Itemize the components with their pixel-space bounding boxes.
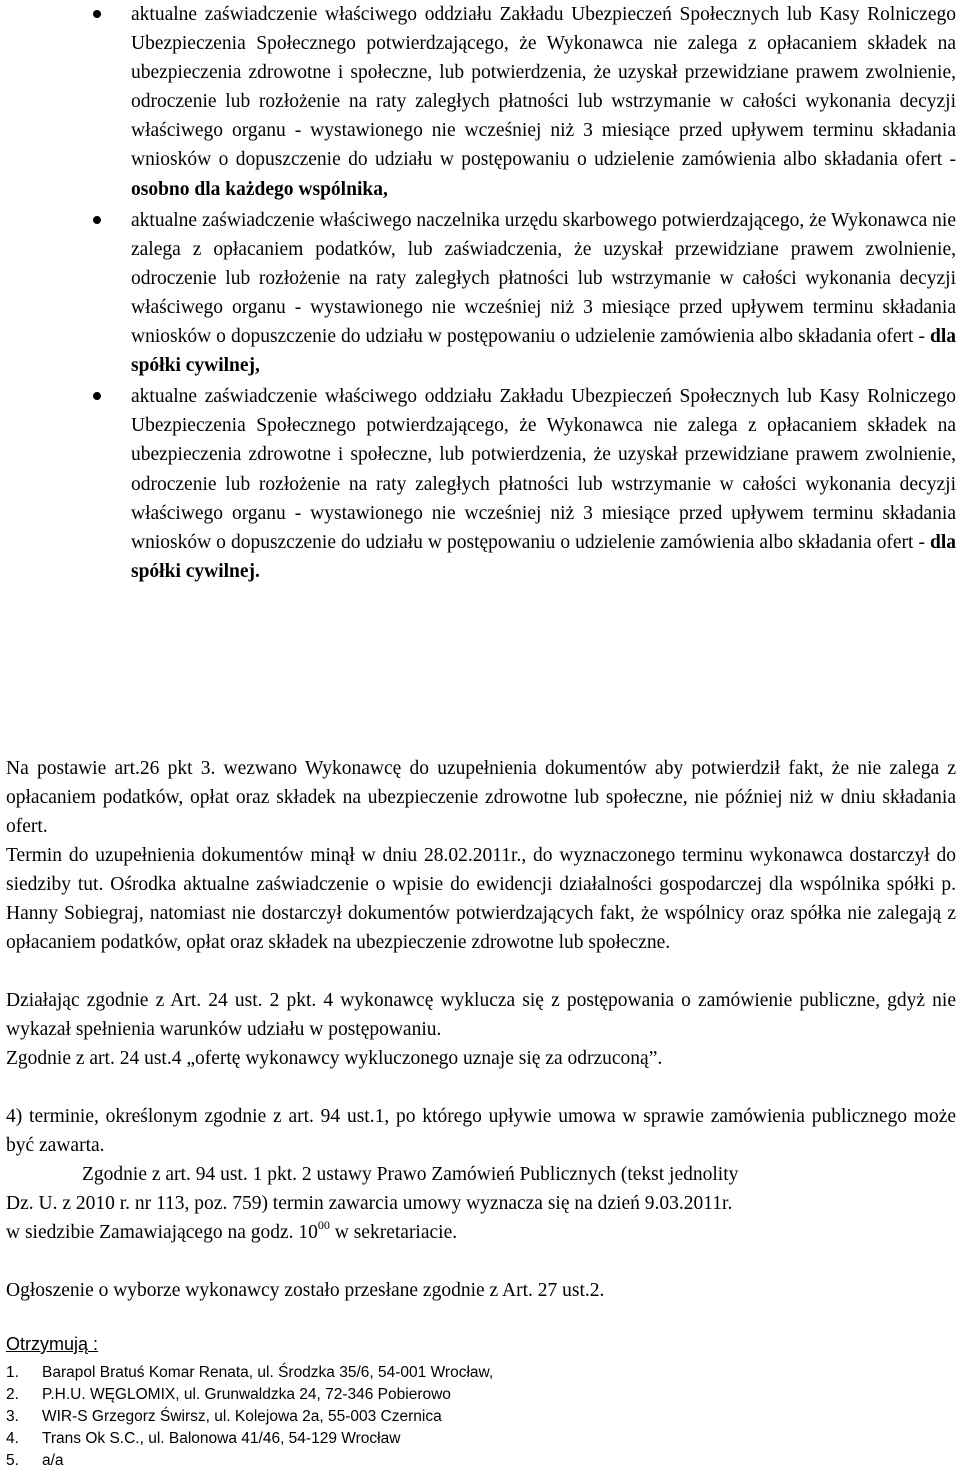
paragraph-announcement: Ogłoszenie o wyborze wykonawcy zostało przesłane zgodnie z Art. 27 ust.2. xyxy=(6,1280,605,1301)
list-item-emphasis: dla spółki cywilnej. xyxy=(131,531,956,582)
list-item xyxy=(131,382,956,586)
paragraph-deadline: Termin do uzupełnienia dokumentów minął w dniu 28.02.2011r., do wyznaczonego terminu wykonawca dostarczył do siedziby tut. Ośrodka aktualne zaświadczenie o wpisie do ewidencji działalności gospodarczej dla wspólnika spółki p. Hanny Sobiegraj, natomiast nie dostarczył dokumentów potwierdzających fakt, że wspólnicy oraz spółka nie zalegają z opłacaniem podatków, opłat oraz składek na ubezpieczenie zdrowotne lub społeczne. xyxy=(6,845,956,954)
list-item xyxy=(131,0,956,204)
paragraph-signing-line1: Zgodnie z art. 94 ust. 1 pkt. 2 ustawy Prawo Zamówień Publicznych (tekst jednolity xyxy=(82,1164,739,1185)
paragraph-exclusion: Działając zgodnie z Art. 24 ust. 2 pkt. 4 wykonawcę wyklucza się z postępowania o zamówienie publiczne, gdyż nie wykazał spełnienia warunków udziału w postępowaniu. xyxy=(6,990,956,1041)
signing-time-text: w siedzibie Zamawiającego na godz. 10 xyxy=(6,1222,318,1243)
recipient-item xyxy=(6,1428,493,1450)
paragraph-summons: Na postawie art.26 pkt 3. wezwano Wykonawcę do uzupełnienia dokumentów aby potwierdził fakt, że nie zalega z opłacaniem podatków, opłat oraz składek na ubezpieczenie zdrowotne lub społeczne, nie później niż w dniu składania ofert. xyxy=(6,758,956,838)
signing-place-text: w sekretariacie. xyxy=(329,1222,458,1243)
recipient-text: WIR-S Grzegorz Świrsz, ul. Kolejowa 2a, 55-003 Czernica xyxy=(42,1408,442,1425)
paragraph-signing-line2: Dz. U. z 2010 r. nr 113, poz. 759) termin zawarcia umowy wyznacza się na dzień 9.03.2011r. xyxy=(6,1193,733,1214)
recipient-text: P.H.U. WĘGLOMIX, ul. Grunwaldzka 24, 72-346 Pobierowo xyxy=(42,1386,451,1403)
list-item-emphasis: osobno dla każdego wspólnika, xyxy=(131,178,388,200)
paragraph-rejection: Zgodnie z art. 24 ust.4 „ofertę wykonawcy wykluczonego uznaje się za odrzuconą”. xyxy=(6,1048,663,1069)
bullet-icon xyxy=(93,392,101,400)
paragraph-contract-term: 4) terminie, określonym zgodnie z art. 94 ust.1, po którego upływie umowa w sprawie zamówienia publicznego może być zawarta. xyxy=(6,1106,956,1157)
signing-time-minutes: 00 xyxy=(317,1217,330,1232)
list-item-emphasis: dla spółki cywilnej, xyxy=(131,326,956,377)
bullet-icon xyxy=(93,10,101,18)
paragraph-signing-line3 xyxy=(6,1218,956,1247)
recipients-title: Otrzymują : xyxy=(6,1334,99,1354)
recipient-text: Trans Ok S.C., ul. Balonowa 41/46, 54-129 Wrocław xyxy=(42,1430,401,1447)
list-item xyxy=(131,206,956,381)
recipient-number: 2. xyxy=(6,1386,19,1403)
requirements-list xyxy=(131,0,956,586)
recipient-number: 4. xyxy=(6,1430,19,1447)
list-item-text: aktualne zaświadczenie właściwego oddziału Zakładu Ubezpieczeń Społecznych lub Kasy Rolniczego Ubezpieczenia Społecznego potwierdzającego, że Wykonawca nie zalega z opłacaniem składek na ubezpieczenia zdrowotne i społeczne, lub potwierdzenia, że uzyskał przewidziane prawem zwolnienie, odroczenie lub rozłożenie na raty zaległych płatności lub wstrzymanie w całości wykonania decyzji właściwego organu - wystawionego nie wcześniej niż 3 miesiące przed upływem terminu składania wniosków o dopuszczenie do udziału w postępowaniu o udzielenie zamówienia albo składania ofert - xyxy=(131,4,956,171)
recipient-item xyxy=(6,1450,493,1472)
recipient-text: a/a xyxy=(42,1452,64,1469)
recipient-item xyxy=(6,1362,493,1384)
recipient-number: 1. xyxy=(6,1364,19,1381)
bullet-icon xyxy=(93,216,101,224)
recipient-number: 5. xyxy=(6,1452,19,1469)
list-item-text: aktualne zaświadczenie właściwego oddziału Zakładu Ubezpieczeń Społecznych lub Kasy Rolniczego Ubezpieczenia Społecznego potwierdzającego, że Wykonawca nie zalega z opłacaniem składek na ubezpieczenia zdrowotne i społeczne, lub potwierdzenia, że uzyskał przewidziane prawem zwolnienie, odroczenie lub rozłożenie na raty zaległych płatności lub wstrzymanie w całości wykonania decyzji właściwego organu - wystawionego nie wcześniej niż 3 miesiące przed upływem terminu składania wniosków o dopuszczenie do udziału w postępowaniu o udzielenie zamówienia albo składania ofert - xyxy=(131,386,956,553)
recipient-item xyxy=(6,1406,493,1428)
recipient-item xyxy=(6,1384,493,1406)
recipient-text: Barapol Bratuś Komar Renata, ul. Środzka 35/6, 54-001 Wrocław, xyxy=(42,1364,494,1381)
recipient-number: 3. xyxy=(6,1408,19,1425)
recipients-list xyxy=(6,1362,493,1472)
list-item-text: aktualne zaświadczenie właściwego naczelnika urzędu skarbowego potwierdzającego, że Wykonawca nie zalega z opłacaniem podatków, lub zaświadczenia, że uzyskał przewidziane prawem zwolnienie, odroczenie lub rozłożenie na raty zaległych płatności lub wstrzymanie w całości wykonania decyzji właściwego organu - wystawionego nie wcześniej niż 3 miesiące przed upływem terminu składania wniosków o dopuszczenie do udziału w postępowaniu o udzielenie zamówienia albo składania ofert - xyxy=(131,209,956,348)
